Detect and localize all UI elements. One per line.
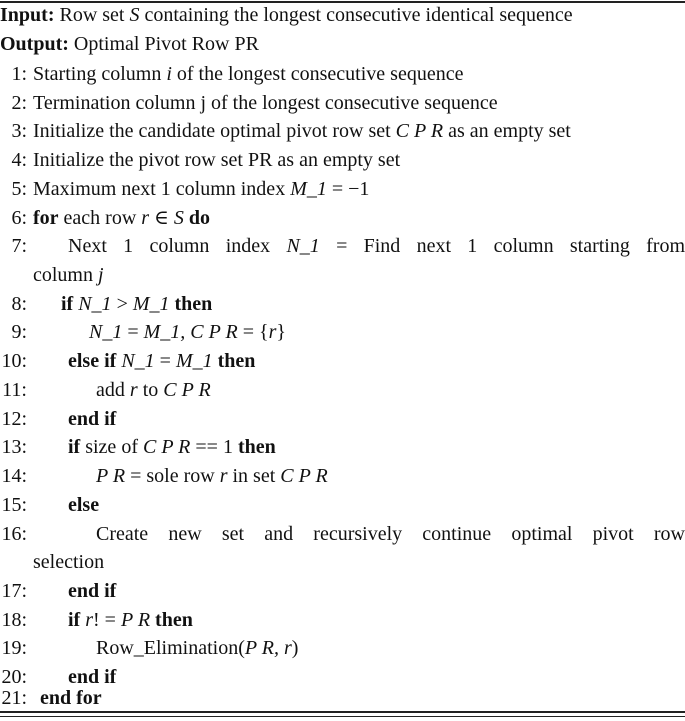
line-number: 17: bbox=[1, 580, 27, 602]
line-number: 16: bbox=[1, 523, 27, 545]
line-number: 4: bbox=[11, 149, 27, 171]
line-number: 10: bbox=[1, 350, 27, 372]
line-number: 21: bbox=[1, 687, 27, 709]
step-10: 10: else if N_1 = M_1 then bbox=[0, 347, 685, 376]
line-number: 20: bbox=[1, 666, 27, 688]
line-number: 18: bbox=[1, 609, 27, 631]
line-number: 6: bbox=[11, 207, 27, 229]
step-7: 7: Next 1 column index N_1 = Find next 1 column starting from bbox=[0, 232, 685, 261]
step-19: 19: Row_Elimination(P R, r) bbox=[0, 634, 685, 663]
input-var: S bbox=[129, 4, 140, 26]
line-number: 9: bbox=[11, 321, 27, 343]
bottom-rule-thin bbox=[0, 716, 685, 717]
line-number: 8: bbox=[11, 293, 27, 315]
step-5: 5: Maximum next 1 column index M_1 = −1 bbox=[0, 175, 685, 204]
line-number: 1: bbox=[11, 63, 27, 85]
step-1: 1: Starting column i of the longest consecutive sequence bbox=[0, 60, 685, 89]
input-text: Row set bbox=[59, 4, 125, 26]
step-17: 17: end if bbox=[0, 577, 685, 606]
line-number: 7: bbox=[11, 235, 27, 257]
step-16: 16: Create new set and recursively continue optimal pivot row bbox=[0, 520, 685, 549]
step-6: 6: for each row r ∈ S do bbox=[0, 204, 685, 233]
step-7-cont: column j bbox=[33, 264, 104, 286]
step-13: 13: if size of C P R == 1 then bbox=[0, 433, 685, 462]
line-number: 19: bbox=[1, 637, 27, 659]
step-3: 3: Initialize the candidate optimal pivot row set C P R as an empty set bbox=[0, 117, 685, 146]
step-14: 14: P R = sole row r in set C P R bbox=[0, 462, 685, 491]
line-number: 12: bbox=[1, 408, 27, 430]
step-18: 18: if r! = P R then bbox=[0, 606, 685, 635]
step-16-cont: selection bbox=[33, 551, 105, 573]
step-21: 21: end for bbox=[0, 684, 685, 713]
line-number: 14: bbox=[1, 465, 27, 487]
line-number: 15: bbox=[1, 494, 27, 516]
step-20: 20: end if bbox=[0, 663, 685, 692]
step-8: 8: if N_1 > M_1 then bbox=[0, 290, 685, 319]
step-11: 11: add r to C P R bbox=[0, 376, 685, 405]
line-number: 2: bbox=[11, 92, 27, 114]
line-number: 13: bbox=[1, 436, 27, 458]
input-rest: containing the longest consecutive identical sequence bbox=[144, 4, 573, 26]
input-label: Input: bbox=[0, 4, 55, 26]
step-15: 15: else bbox=[0, 491, 685, 520]
bottom-rule bbox=[0, 711, 685, 713]
line-number: 11: bbox=[2, 379, 27, 401]
input-line bbox=[0, 1, 685, 30]
step-2: 2: Termination column j of the longest consecutive sequence bbox=[0, 89, 685, 118]
output-line bbox=[0, 30, 685, 59]
step-12: 12: end if bbox=[0, 405, 685, 434]
step-4: 4: Initialize the pivot row set PR as an empty set bbox=[0, 146, 685, 175]
line-number: 5: bbox=[11, 178, 27, 200]
step-9: 9: N_1 = M_1, C P R = {r} bbox=[0, 318, 685, 347]
output-label: Output: bbox=[0, 33, 69, 55]
line-number: 3: bbox=[11, 120, 27, 142]
output-text: Optimal Pivot Row PR bbox=[73, 33, 259, 55]
